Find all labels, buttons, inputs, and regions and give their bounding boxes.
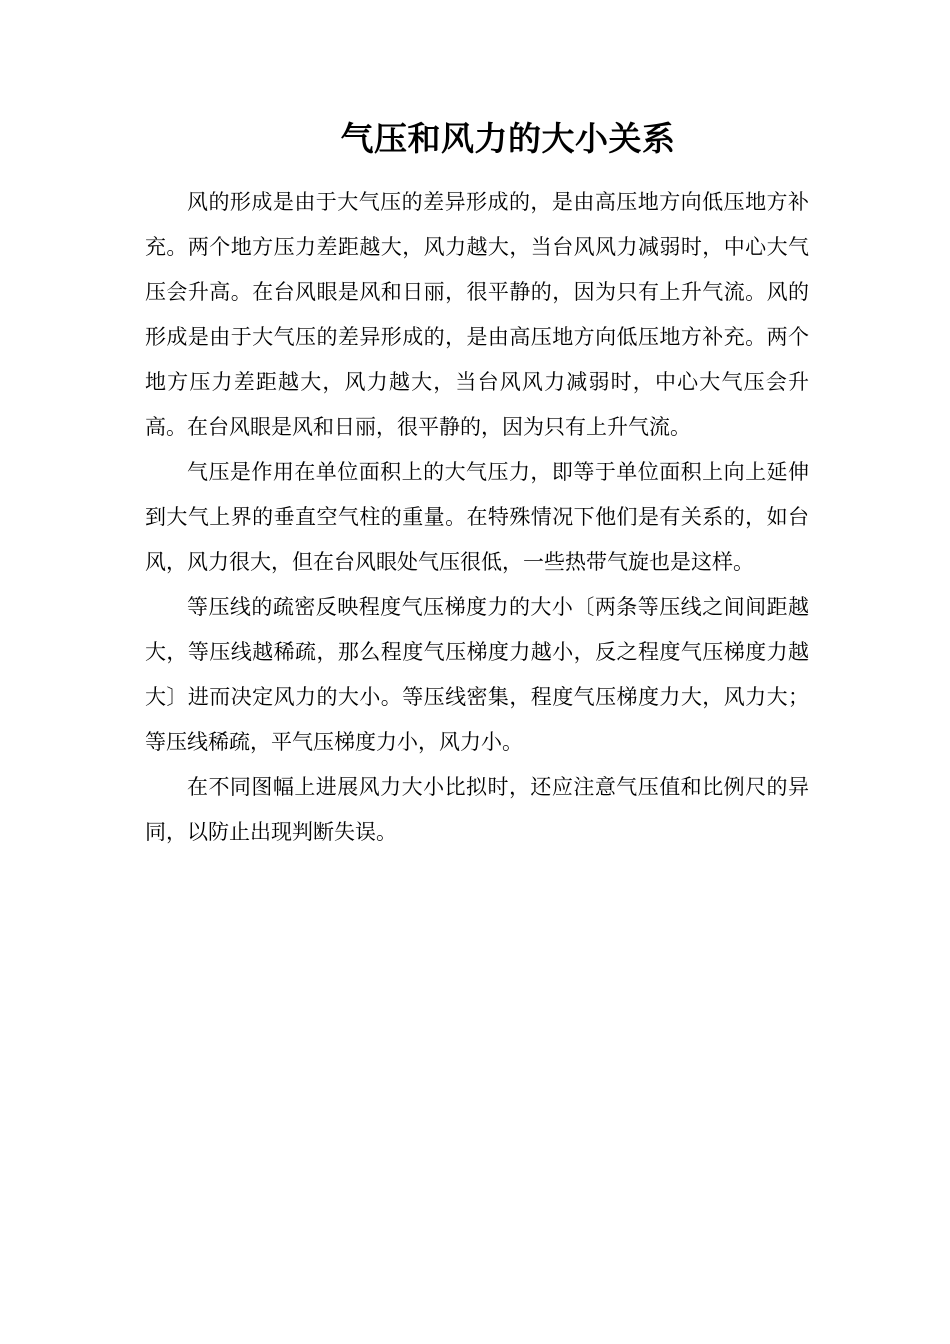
paragraph-isobar-density: 等压线的疏密反映程度气压梯度力的大小〔两条等压线之间间距越大，等压线越稀疏，那么程度气压梯度力越小，反之程度气压梯度力越大〕进而决定风力的大小。等压线密集，程度气压梯度力大，风力大；等压线稀疏，平气压梯度力小，风力小。 (145, 595, 809, 754)
paragraph-wind-formation: 风的形成是由于大气压的差异形成的，是由高压地方向低压地方补充。两个地方压力差距越大，风力越大，当台风风力减弱时，中心大气压会升高。在台风眼是风和日丽，很平静的，因为只有上升气流。风的形成是由于大气压的差异形成的，是由高压地方向低压地方补充。两个地方压力差距越大，风力越大，当台风风力减弱时，中心大气压会升高。在台风眼是风和日丽，很平静的，因为只有上升气流。 (145, 190, 809, 439)
document-title: 气压和风力的大小关系 (340, 119, 676, 158)
paragraph-map-comparison-note: 在不同图幅上进展风力大小比拟时，还应注意气压值和比例尺的异同，以防止出现判断失误。 (145, 775, 809, 844)
paragraph-air-pressure-definition: 气压是作用在单位面积上的大气压力，即等于单位面积上向上延伸到大气上界的垂直空气柱的重量。在特殊情况下他们是有关系的，如台风，风力很大，但在台风眼处气压很低，一些热带气旋也是这样。 (145, 460, 809, 574)
document-body (145, 180, 809, 855)
